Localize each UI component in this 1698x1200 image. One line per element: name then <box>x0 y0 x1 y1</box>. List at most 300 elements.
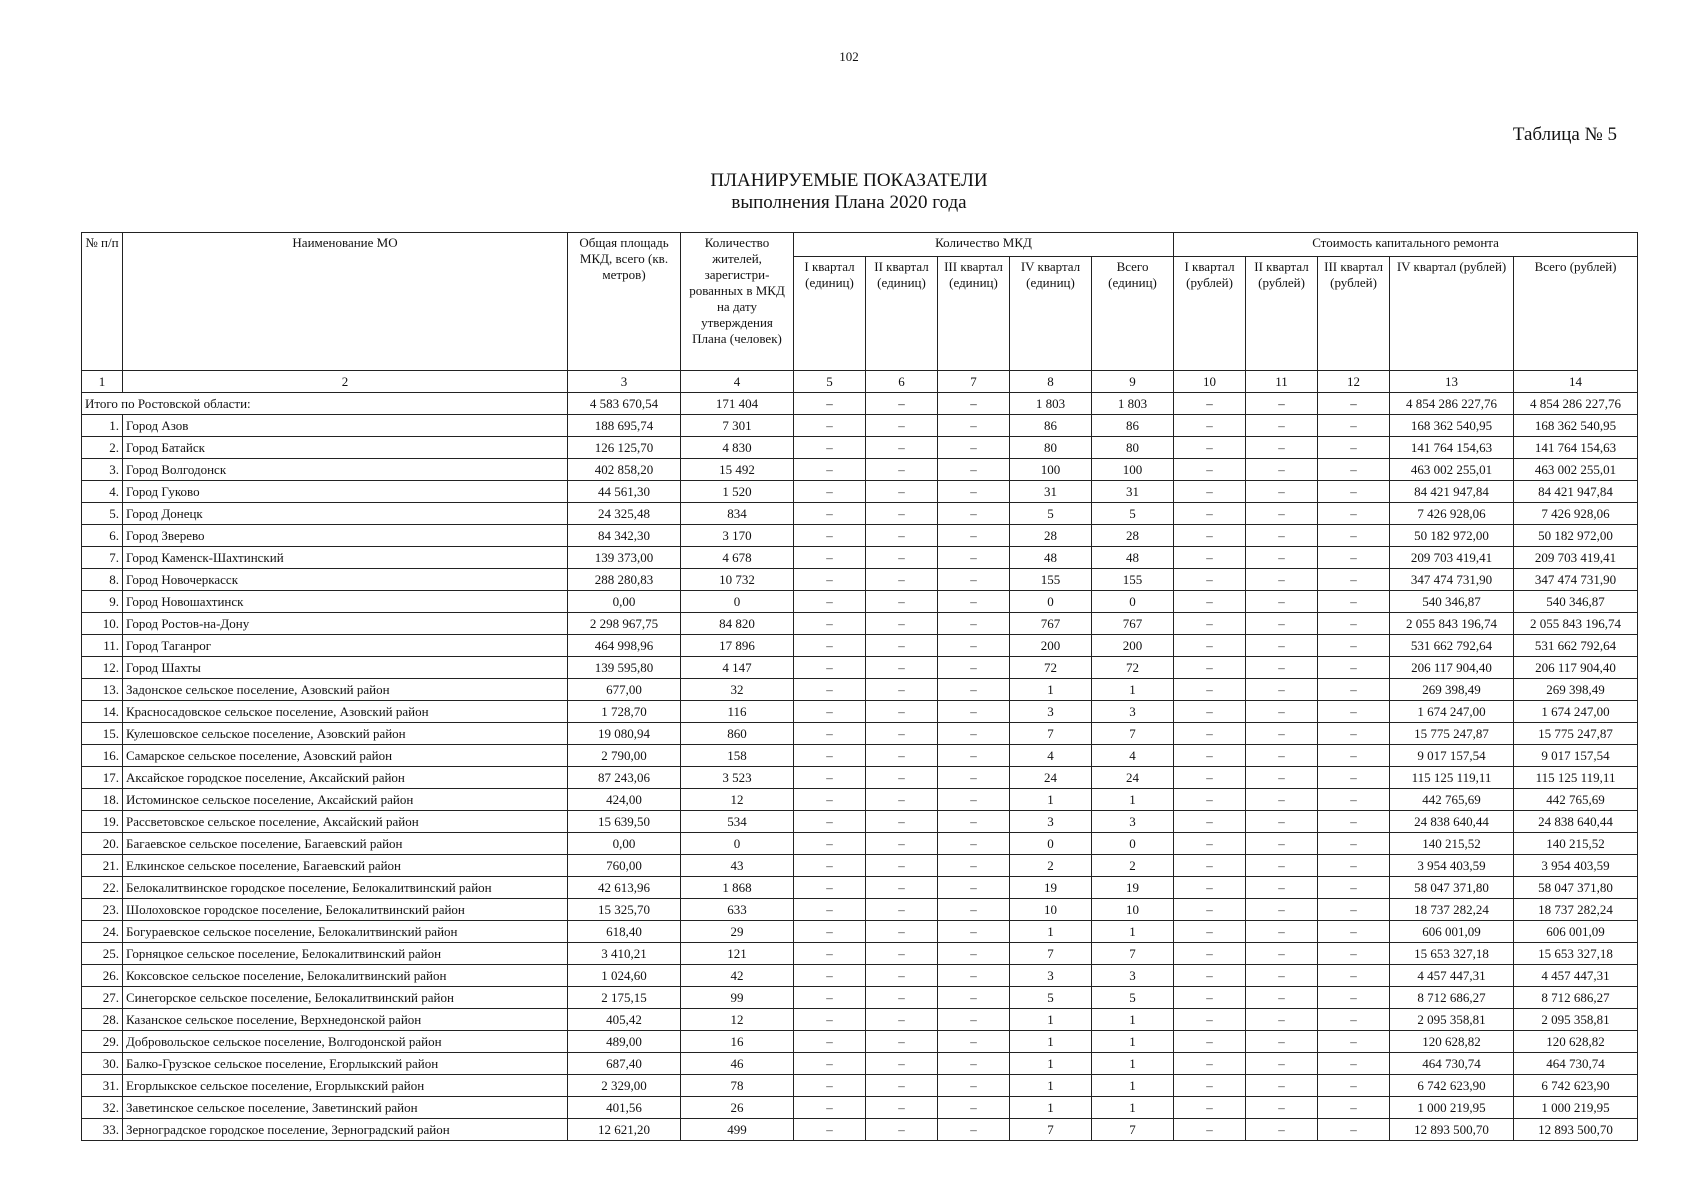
value-cell: – <box>866 855 938 877</box>
value-cell: 3 <box>1010 811 1092 833</box>
municipality-name-cell: Богураевское сельское поселение, Белокалитвинский район <box>123 921 568 943</box>
table-row <box>82 591 1638 613</box>
value-cell: 12 <box>681 789 794 811</box>
value-cell: 2 095 358,81 <box>1514 1009 1638 1031</box>
value-cell: – <box>794 745 866 767</box>
value-cell: – <box>1246 547 1318 569</box>
total-value-cell: – <box>1174 393 1246 415</box>
value-cell: – <box>866 1031 938 1053</box>
value-cell: 2 175,15 <box>568 987 681 1009</box>
value-cell: – <box>938 745 1010 767</box>
value-cell: 606 001,09 <box>1390 921 1514 943</box>
municipality-name-cell: Добровольское сельское поселение, Волгодонской район <box>123 1031 568 1053</box>
value-cell: – <box>794 877 866 899</box>
value-cell: – <box>1246 1097 1318 1119</box>
value-cell: – <box>1318 481 1390 503</box>
value-cell: 2 055 843 196,74 <box>1390 613 1514 635</box>
value-cell: – <box>938 1031 1010 1053</box>
value-cell: – <box>794 1119 866 1141</box>
value-cell: 1 <box>1092 789 1174 811</box>
value-cell: – <box>866 723 938 745</box>
value-cell: 158 <box>681 745 794 767</box>
value-cell: – <box>938 657 1010 679</box>
value-cell: – <box>1318 1031 1390 1053</box>
municipality-name-cell: Шолоховское городское поселение, Белокалитвинский район <box>123 899 568 921</box>
value-cell: – <box>1174 1031 1246 1053</box>
value-cell: 24 <box>1092 767 1174 789</box>
table-row <box>82 745 1638 767</box>
value-cell: 463 002 255,01 <box>1514 459 1638 481</box>
value-cell: – <box>794 459 866 481</box>
value-cell: – <box>866 899 938 921</box>
value-cell: 442 765,69 <box>1390 789 1514 811</box>
value-cell: – <box>938 811 1010 833</box>
municipality-name-cell: Город Каменск-Шахтинский <box>123 547 568 569</box>
value-cell: – <box>938 613 1010 635</box>
table-row <box>82 789 1638 811</box>
value-cell: – <box>1318 679 1390 701</box>
header-cost-q4: IV квартал (рублей) <box>1390 257 1514 371</box>
column-number-cell: 4 <box>681 371 794 393</box>
value-cell: 540 346,87 <box>1390 591 1514 613</box>
value-cell: 7 <box>1010 943 1092 965</box>
value-cell: – <box>866 943 938 965</box>
value-cell: – <box>938 877 1010 899</box>
value-cell: – <box>938 459 1010 481</box>
value-cell: 3 523 <box>681 767 794 789</box>
value-cell: – <box>1246 591 1318 613</box>
value-cell: – <box>1318 569 1390 591</box>
value-cell: – <box>866 789 938 811</box>
value-cell: – <box>794 855 866 877</box>
value-cell: – <box>1246 745 1318 767</box>
value-cell: 84 421 947,84 <box>1390 481 1514 503</box>
value-cell: 4 <box>1010 745 1092 767</box>
value-cell: 2 095 358,81 <box>1390 1009 1514 1031</box>
value-cell: – <box>1174 1119 1246 1141</box>
value-cell: 10 <box>1010 899 1092 921</box>
value-cell: 12 893 500,70 <box>1390 1119 1514 1141</box>
total-value-cell: – <box>1246 393 1318 415</box>
value-cell: 15 775 247,87 <box>1390 723 1514 745</box>
value-cell: – <box>938 503 1010 525</box>
value-cell: – <box>1174 965 1246 987</box>
table-row <box>82 1009 1638 1031</box>
municipality-name-cell: Багаевское сельское поселение, Багаевский район <box>123 833 568 855</box>
value-cell: – <box>866 657 938 679</box>
value-cell: – <box>1174 789 1246 811</box>
column-number-cell: 14 <box>1514 371 1638 393</box>
header-cost-q1: I квартал (рублей) <box>1174 257 1246 371</box>
value-cell: – <box>794 1053 866 1075</box>
value-cell: 464 730,74 <box>1390 1053 1514 1075</box>
value-cell: – <box>1174 635 1246 657</box>
value-cell: 402 858,20 <box>568 459 681 481</box>
value-cell: – <box>1246 877 1318 899</box>
column-number-cell: 7 <box>938 371 1010 393</box>
value-cell: 2 329,00 <box>568 1075 681 1097</box>
total-value-cell: 4 854 286 227,76 <box>1514 393 1638 415</box>
value-cell: – <box>794 481 866 503</box>
total-value-cell: 4 583 670,54 <box>568 393 681 415</box>
value-cell: – <box>938 965 1010 987</box>
table-row <box>82 1097 1638 1119</box>
header-mkd-q1: I квартал (единиц) <box>794 257 866 371</box>
value-cell: – <box>1246 965 1318 987</box>
value-cell: 1 <box>1092 1075 1174 1097</box>
value-cell: 0,00 <box>568 833 681 855</box>
value-cell: 767 <box>1010 613 1092 635</box>
value-cell: 15 639,50 <box>568 811 681 833</box>
value-cell: 43 <box>681 855 794 877</box>
value-cell: 141 764 154,63 <box>1514 437 1638 459</box>
value-cell: – <box>938 767 1010 789</box>
value-cell: – <box>1174 679 1246 701</box>
value-cell: 3 <box>1010 701 1092 723</box>
table-row <box>82 811 1638 833</box>
value-cell: 1 <box>1092 1097 1174 1119</box>
table-row <box>82 635 1638 657</box>
value-cell: 3 170 <box>681 525 794 547</box>
value-cell: 168 362 540,95 <box>1390 415 1514 437</box>
value-cell: – <box>1174 987 1246 1009</box>
value-cell: – <box>1246 1053 1318 1075</box>
value-cell: – <box>1318 723 1390 745</box>
value-cell: 4 457 447,31 <box>1390 965 1514 987</box>
page-number: 102 <box>839 49 859 64</box>
value-cell: – <box>1174 723 1246 745</box>
value-cell: 42 <box>681 965 794 987</box>
value-cell: 15 775 247,87 <box>1514 723 1638 745</box>
value-cell: 1 728,70 <box>568 701 681 723</box>
value-cell: – <box>866 591 938 613</box>
column-number-cell: 5 <box>794 371 866 393</box>
table-row <box>82 965 1638 987</box>
value-cell: 0,00 <box>568 591 681 613</box>
value-cell: – <box>1174 569 1246 591</box>
value-cell: – <box>938 1075 1010 1097</box>
value-cell: – <box>1246 635 1318 657</box>
column-number-cell: 1 <box>82 371 123 393</box>
value-cell: – <box>866 833 938 855</box>
value-cell: – <box>794 987 866 1009</box>
total-row <box>82 393 1638 415</box>
total-value-cell: 1 803 <box>1092 393 1174 415</box>
value-cell: 140 215,52 <box>1390 833 1514 855</box>
value-cell: 1 <box>1010 1075 1092 1097</box>
municipality-name-cell: Город Таганрог <box>123 635 568 657</box>
total-value-cell: – <box>866 393 938 415</box>
value-cell: 16 <box>681 1031 794 1053</box>
value-cell: – <box>1246 943 1318 965</box>
header-cost-total: Всего (рублей) <box>1514 257 1638 371</box>
municipality-name-cell: Красносадовское сельское поселение, Азовский район <box>123 701 568 723</box>
value-cell: 4 457 447,31 <box>1514 965 1638 987</box>
value-cell: – <box>1318 987 1390 1009</box>
value-cell: – <box>1318 1053 1390 1075</box>
row-number-cell: 22. <box>82 877 123 899</box>
value-cell: – <box>938 943 1010 965</box>
value-cell: 0 <box>1010 833 1092 855</box>
total-value-cell: 4 854 286 227,76 <box>1390 393 1514 415</box>
value-cell: – <box>1318 789 1390 811</box>
value-cell: 126 125,70 <box>568 437 681 459</box>
value-cell: – <box>1174 591 1246 613</box>
table-row <box>82 437 1638 459</box>
value-cell: 31 <box>1010 481 1092 503</box>
value-cell: 1 868 <box>681 877 794 899</box>
value-cell: 531 662 792,64 <box>1390 635 1514 657</box>
column-number-cell: 6 <box>866 371 938 393</box>
value-cell: 7 426 928,06 <box>1390 503 1514 525</box>
value-cell: 5 <box>1092 503 1174 525</box>
value-cell: – <box>1318 613 1390 635</box>
value-cell: 0 <box>681 833 794 855</box>
value-cell: – <box>866 1075 938 1097</box>
municipality-name-cell: Самарское сельское поселение, Азовский район <box>123 745 568 767</box>
value-cell: – <box>794 635 866 657</box>
value-cell: 84 342,30 <box>568 525 681 547</box>
value-cell: – <box>1246 657 1318 679</box>
value-cell: 269 398,49 <box>1390 679 1514 701</box>
value-cell: 499 <box>681 1119 794 1141</box>
total-value-cell: – <box>1318 393 1390 415</box>
row-number-cell: 1. <box>82 415 123 437</box>
value-cell: – <box>938 1097 1010 1119</box>
value-cell: 834 <box>681 503 794 525</box>
value-cell: – <box>866 459 938 481</box>
row-number-cell: 30. <box>82 1053 123 1075</box>
total-value-cell: 171 404 <box>681 393 794 415</box>
row-number-cell: 15. <box>82 723 123 745</box>
value-cell: – <box>1174 1075 1246 1097</box>
header-cost-q3: III квартал (рублей) <box>1318 257 1390 371</box>
value-cell: 12 621,20 <box>568 1119 681 1141</box>
value-cell: 32 <box>681 679 794 701</box>
column-number-row <box>82 371 1638 393</box>
municipality-name-cell: Коксовское сельское поселение, Белокалитвинский район <box>123 965 568 987</box>
value-cell: – <box>794 613 866 635</box>
value-cell: – <box>1318 1119 1390 1141</box>
total-value-cell: – <box>938 393 1010 415</box>
table-row <box>82 701 1638 723</box>
value-cell: 6 742 623,90 <box>1390 1075 1514 1097</box>
value-cell: 0 <box>1010 591 1092 613</box>
value-cell: – <box>1318 503 1390 525</box>
row-number-cell: 31. <box>82 1075 123 1097</box>
value-cell: – <box>1174 745 1246 767</box>
column-number-cell: 11 <box>1246 371 1318 393</box>
value-cell: 531 662 792,64 <box>1514 635 1638 657</box>
value-cell: 442 765,69 <box>1514 789 1638 811</box>
value-cell: – <box>1246 921 1318 943</box>
value-cell: 1 024,60 <box>568 965 681 987</box>
value-cell: 1 <box>1010 1009 1092 1031</box>
value-cell: – <box>1318 921 1390 943</box>
column-number-cell: 9 <box>1092 371 1174 393</box>
value-cell: 139 373,00 <box>568 547 681 569</box>
value-cell: – <box>938 1009 1010 1031</box>
value-cell: 3 954 403,59 <box>1390 855 1514 877</box>
value-cell: 26 <box>681 1097 794 1119</box>
value-cell: 18 737 282,24 <box>1514 899 1638 921</box>
value-cell: – <box>1246 569 1318 591</box>
value-cell: 0 <box>1092 591 1174 613</box>
row-number-cell: 21. <box>82 855 123 877</box>
table-row <box>82 899 1638 921</box>
municipality-name-cell: Рассветовское сельское поселение, Аксайский район <box>123 811 568 833</box>
value-cell: – <box>794 569 866 591</box>
row-number-cell: 2. <box>82 437 123 459</box>
value-cell: – <box>794 1075 866 1097</box>
value-cell: 760,00 <box>568 855 681 877</box>
table-row <box>82 613 1638 635</box>
value-cell: – <box>1174 943 1246 965</box>
row-number-cell: 3. <box>82 459 123 481</box>
value-cell: 1 <box>1092 1009 1174 1031</box>
value-cell: – <box>1174 525 1246 547</box>
value-cell: 121 <box>681 943 794 965</box>
table-row <box>82 459 1638 481</box>
header-mkd-group: Количество МКД <box>794 233 1174 257</box>
value-cell: – <box>866 679 938 701</box>
value-cell: 141 764 154,63 <box>1390 437 1514 459</box>
table-row <box>82 547 1638 569</box>
value-cell: – <box>1246 415 1318 437</box>
value-cell: – <box>1246 525 1318 547</box>
table-row <box>82 1053 1638 1075</box>
value-cell: – <box>866 503 938 525</box>
table-row <box>82 525 1638 547</box>
value-cell: 1 <box>1010 1053 1092 1075</box>
value-cell: 1 674 247,00 <box>1390 701 1514 723</box>
table-row <box>82 943 1638 965</box>
value-cell: – <box>1246 679 1318 701</box>
row-number-cell: 16. <box>82 745 123 767</box>
value-cell: – <box>1174 767 1246 789</box>
value-cell: 9 017 157,54 <box>1390 745 1514 767</box>
value-cell: – <box>866 1053 938 1075</box>
value-cell: 78 <box>681 1075 794 1097</box>
row-number-cell: 32. <box>82 1097 123 1119</box>
value-cell: – <box>1246 1075 1318 1097</box>
row-number-cell: 26. <box>82 965 123 987</box>
value-cell: 347 474 731,90 <box>1390 569 1514 591</box>
value-cell: 3 <box>1092 811 1174 833</box>
row-number-cell: 23. <box>82 899 123 921</box>
municipality-name-cell: Город Шахты <box>123 657 568 679</box>
value-cell: 84 421 947,84 <box>1514 481 1638 503</box>
row-number-cell: 8. <box>82 569 123 591</box>
value-cell: 7 301 <box>681 415 794 437</box>
value-cell: 1 000 219,95 <box>1390 1097 1514 1119</box>
value-cell: – <box>1318 811 1390 833</box>
table-row <box>82 723 1638 745</box>
value-cell: 1 <box>1092 921 1174 943</box>
value-cell: 1 <box>1010 679 1092 701</box>
column-number-cell: 12 <box>1318 371 1390 393</box>
value-cell: 347 474 731,90 <box>1514 569 1638 591</box>
value-cell: – <box>938 481 1010 503</box>
value-cell: – <box>1246 503 1318 525</box>
total-label: Итого по Ростовской области: <box>82 393 568 415</box>
value-cell: 120 628,82 <box>1514 1031 1638 1053</box>
value-cell: – <box>1246 481 1318 503</box>
value-cell: 540 346,87 <box>1514 591 1638 613</box>
value-cell: 633 <box>681 899 794 921</box>
value-cell: – <box>1174 877 1246 899</box>
table-row <box>82 987 1638 1009</box>
value-cell: 19 <box>1092 877 1174 899</box>
municipality-name-cell: Город Донецк <box>123 503 568 525</box>
row-number-cell: 17. <box>82 767 123 789</box>
value-cell: 3 954 403,59 <box>1514 855 1638 877</box>
value-cell: 5 <box>1010 987 1092 1009</box>
municipality-name-cell: Город Батайск <box>123 437 568 459</box>
header-name: Наименование МО <box>123 233 568 371</box>
value-cell: 72 <box>1010 657 1092 679</box>
header-mkd-q3: III квартал (единиц) <box>938 257 1010 371</box>
table-row <box>82 679 1638 701</box>
value-cell: 188 695,74 <box>568 415 681 437</box>
row-number-cell: 10. <box>82 613 123 635</box>
value-cell: 677,00 <box>568 679 681 701</box>
header-cost-group: Стоимость капитального ремонта <box>1174 233 1638 257</box>
header-mkd-total: Всего (единиц) <box>1092 257 1174 371</box>
value-cell: 116 <box>681 701 794 723</box>
value-cell: 86 <box>1092 415 1174 437</box>
value-cell: 269 398,49 <box>1514 679 1638 701</box>
value-cell: – <box>1318 415 1390 437</box>
value-cell: 15 653 327,18 <box>1390 943 1514 965</box>
value-cell: 463 002 255,01 <box>1390 459 1514 481</box>
value-cell: – <box>1174 1009 1246 1031</box>
table-row <box>82 921 1638 943</box>
value-cell: – <box>1246 833 1318 855</box>
row-number-cell: 18. <box>82 789 123 811</box>
value-cell: – <box>794 811 866 833</box>
row-number-cell: 14. <box>82 701 123 723</box>
column-number-cell: 3 <box>568 371 681 393</box>
value-cell: – <box>1318 943 1390 965</box>
column-number-cell: 2 <box>123 371 568 393</box>
value-cell: 7 426 928,06 <box>1514 503 1638 525</box>
row-number-cell: 20. <box>82 833 123 855</box>
value-cell: – <box>794 591 866 613</box>
value-cell: 687,40 <box>568 1053 681 1075</box>
municipality-name-cell: Егорлыкское сельское поселение, Егорлыкский район <box>123 1075 568 1097</box>
value-cell: 0 <box>1092 833 1174 855</box>
value-cell: – <box>938 415 1010 437</box>
value-cell: – <box>1246 1119 1318 1141</box>
value-cell: 5 <box>1010 503 1092 525</box>
value-cell: – <box>866 811 938 833</box>
value-cell: – <box>1318 877 1390 899</box>
total-value-cell: 1 803 <box>1010 393 1092 415</box>
value-cell: – <box>1246 987 1318 1009</box>
value-cell: – <box>1318 591 1390 613</box>
value-cell: 2 790,00 <box>568 745 681 767</box>
table-row <box>82 1031 1638 1053</box>
value-cell: 464 998,96 <box>568 635 681 657</box>
value-cell: 6 742 623,90 <box>1514 1075 1638 1097</box>
value-cell: – <box>1174 833 1246 855</box>
value-cell: 405,42 <box>568 1009 681 1031</box>
value-cell: – <box>1174 657 1246 679</box>
value-cell: – <box>794 767 866 789</box>
value-cell: – <box>938 921 1010 943</box>
value-cell: 767 <box>1092 613 1174 635</box>
